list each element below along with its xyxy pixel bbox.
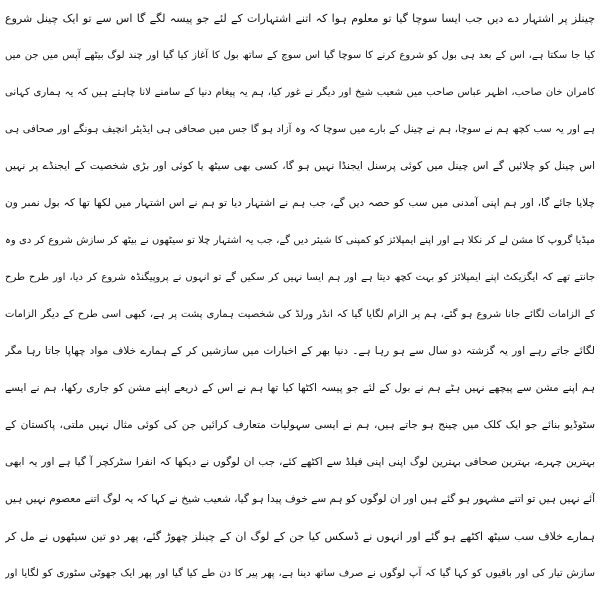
text-line: ہمارے خلاف سب سیٹھ اکٹھے ہو گئے اور انہوں نے ڈسکس کیا جن کے لوگ ان کے چینلز چھوڑ گئے، پھر دو تین سیٹھوں نے مل کر <box>5 530 595 543</box>
text-line: کیا جا سکتا ہے، اس کے بعد ہی بول کو شروع کرنے کا سوچا گیا اس سوچ کے ساتھ بول کا آغاز کیا گیا اور چند لوگ بیٹھے آپس میں جن میں <box>5 50 595 61</box>
text-line: کے الزامات لگائے جانا شروع ہو گئے، ہم پر الزام لگایا گیا کہ انڈر ورلڈ کی شخصیت ہماری پشت پر ہے، کبھی اسی طرح کے دیگر الزامات <box>5 309 595 320</box>
text-line: آئے نہیں ہیں تو اتنے مشہور ہو گئے ہیں اور ان لوگوں کو ہم سے خوف پیدا ہو گیا، شعیب شیخ نے کہا کہ یہ لوگ اتنے معصوم نہیں ہیں <box>5 493 595 505</box>
text-line: سازش تیار کی اور باقیوں کو کہا گیا کہ آپ لوگوں نے صرف ساتھ دینا ہے، پھر پیر کا دن طے کیا گیا اور پھر ایک جھوٹی سٹوری کو لگایا اور <box>5 568 595 579</box>
text-line: میڈیا گروپ کا مشن لے کر نکلا ہے اور اپنے ایمپلائز کو کمپنی کا شیئر دیں گے، جب یہ اشتہار چلا تو سیٹھوں نے بیٹھ کر سازش شروع کر دی وہ <box>5 235 595 246</box>
text-line: جانتے تھے کہ ایگزیکٹ اپنے ایمپلائز کو بہت کچھ دیتا ہے اور ہم ایسا نہیں کر سکیں گے تو انہوں نے پروپیگنڈہ شروع کر دیا، اور طرح طرح <box>5 272 595 283</box>
text-line: کامران خان صاحب، اظہر عباس صاحب میں شعیب شیخ اور دیگر نے غور کیا، ہم یہ پیغام دنیا کے سامنے لانا چاہتے ہیں کہ یہ ہماری کہانی <box>5 87 595 98</box>
text-line: ہم اپنے مشن سے پیچھے نہیں ہٹے ہم نے بول کے لئے جو پیسہ اکٹھا کیا تھا ہم نے اس کے ذریعے اپنے مشن کو جاری رکھا، ہم نے ایسے <box>5 382 595 394</box>
text-line: چلایا جائے گا، اور ہم اپنی آمدنی میں سب کو حصہ دیں گے، جب ہم نے اشتہار دیا تو ہم نے اس اشتہار میں لکھا تھا کہ بول نمبر ون <box>5 197 595 209</box>
text-line: ہے اور یہ سب کچھ ہم نے سوچا، ہم نے چینل کے بارے میں سوچا کہ وہ آزاد ہو گا جس میں صحافی ہی ایڈیٹر انچیف ہونگے اور صحافی ہی <box>5 124 595 135</box>
text-line: بہترین چہرے، بہترین صحافی بہترین لوگ اپنی اپنی فیلڈ سے اکٹھے کئے، جب ان لوگوں نے دیکھا کہ انفرا سٹرکچر آ گیا ہے اور یہ ابھی <box>5 456 595 468</box>
text-line: اس چینل کو چلائیں گے اس چینل میں کوئی پرسنل ایجنڈا نہیں ہو گا، کسی بھی سیٹھ یا کوئی اور بڑی شخصیت کے ایجنڈے پر نہیں <box>5 160 595 172</box>
text-line: چینلز پر اشتہار دے دیں جب ایسا سوچا گیا تو معلوم ہوا کہ اتنے اشتہارات کے لئے جو پیسہ لگے گا اس سے تو ایک چینل شروع <box>5 12 595 25</box>
text-line: سٹوڈیو بنائے جو ایک کلک میں چینج ہو جاتے ہیں، ہم نے ایسی سہولیات متعارف کرائیں جن کی کوئی مثال نہیں ملتی، پاکستان کے <box>5 419 595 431</box>
text-line: لگائے جاتے رہے اور یہ گزشتہ دو سال سے ہو رہا ہے۔ دنیا بھر کے اخبارات میں سازشیں کر کے ہمارے خلاف مواد چھاپا جاتا رہا مگر <box>5 345 595 357</box>
